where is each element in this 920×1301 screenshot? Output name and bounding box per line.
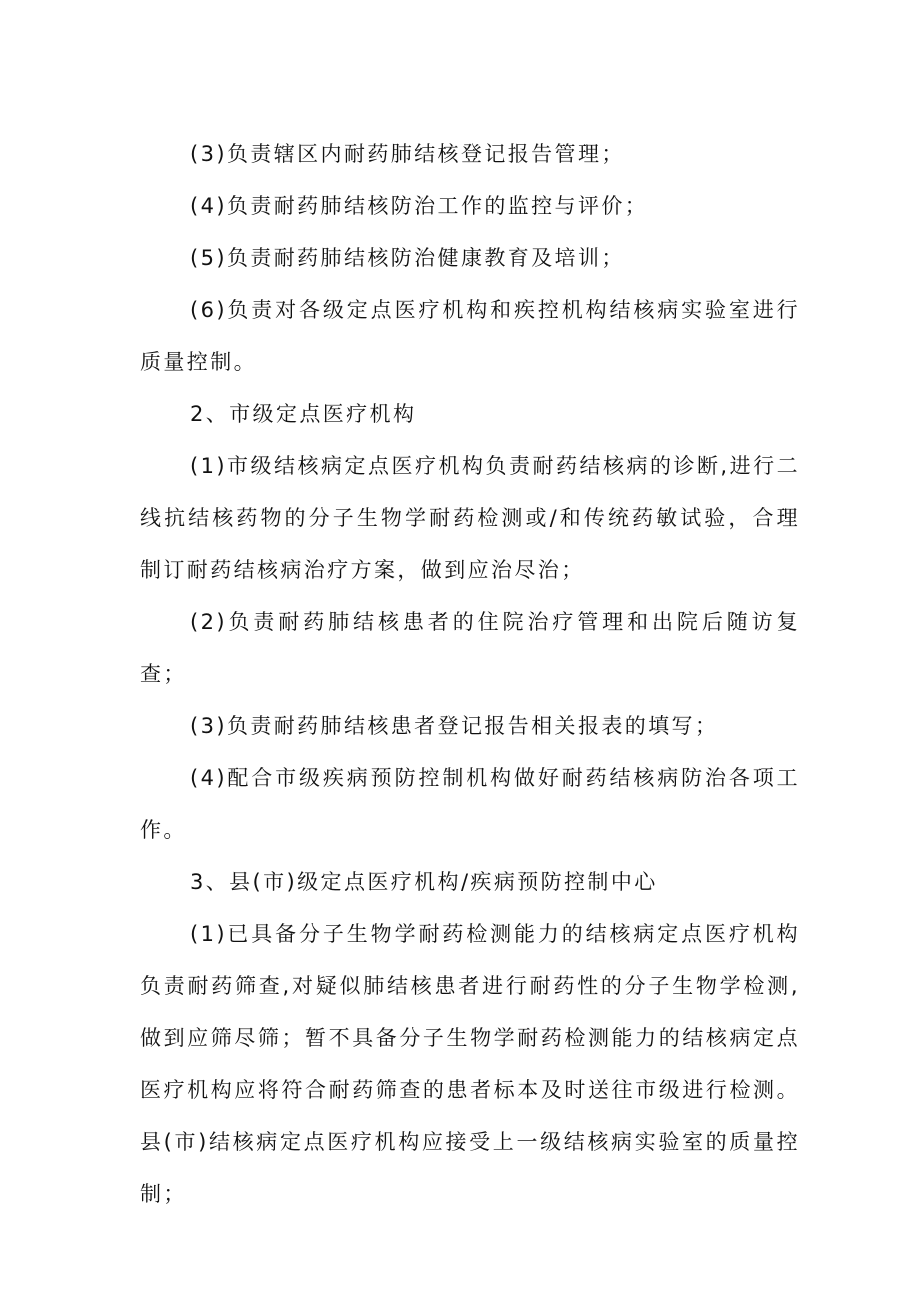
paragraph-city-cooperation: (4)配合市级疾病预防控制机构做好耐药结核病防治各项工作。 <box>140 766 800 842</box>
paragraph-city-hospital-management: (2)负责耐药肺结核患者的住院治疗管理和出院后随访复查； <box>140 610 800 686</box>
paragraph-registration: (3)负责辖区内耐药肺结核登记报告管理； <box>190 142 625 166</box>
paragraph-county-screening: (1)已具备分子生物学耐药检测能力的结核病定点医疗机构负责耐药筛查,对疑似肺结核患者进行耐药性的分子生物学检测,做到应筛尽筛；暂不具备分子生物学耐药检测能力的结核病定点医疗机构应将符合耐药筛查的患者标本及时送往市级进行检测。县(市)结核病定点医疗机构应接受上一级结核病实验室的质量控制； <box>140 922 800 1206</box>
section-heading-city: 2、市级定点医疗机构 <box>190 402 417 426</box>
paragraph-monitoring: (4)负责耐药肺结核防治工作的监控与评价； <box>190 194 649 218</box>
paragraph-quality-control: (6)负责对各级定点医疗机构和疾控机构结核病实验室进行质量控制。 <box>140 298 800 374</box>
document-body <box>140 128 800 1220</box>
section-heading-county: 3、县(市)级定点医疗机构/疾病预防控制中心 <box>190 870 658 894</box>
paragraph-city-diagnosis: (1)市级结核病定点医疗机构负责耐药结核病的诊断,进行二线抗结核药物的分子生物学耐药检测或/和传统药敏试验，合理制订耐药结核病治疗方案，做到应治尽治； <box>140 454 800 582</box>
paragraph-education: (5)负责耐药肺结核防治健康教育及培训； <box>190 246 625 270</box>
paragraph-city-reporting: (3)负责耐药肺结核患者登记报告相关报表的填写； <box>190 714 719 738</box>
